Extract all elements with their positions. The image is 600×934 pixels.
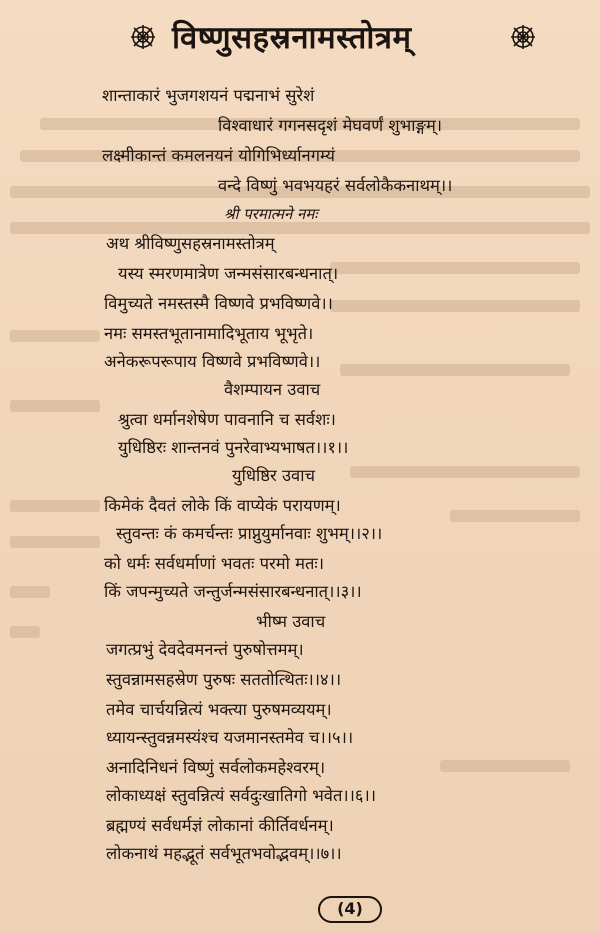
verse-line: विश्वाधारं गगनसदृशं मेघवर्णं शुभाङ्गम्।: [218, 116, 443, 135]
verse-line: लक्ष्मीकान्तं कमलनयनं योगिभिर्ध्यानगम्यं: [102, 146, 335, 165]
ornament-icon: [508, 24, 538, 50]
verse-line: अनेकरूपरूपाय विष्णवे प्रभविष्णवे।।: [104, 352, 321, 371]
page-number: (4): [318, 896, 382, 923]
verse-line: ध्यायन्स्तुवन्नमस्यंश्च यजमानस्तमेव च।।५।।: [106, 728, 354, 747]
verse-line: श्रुत्वा धर्मानशेषेण पावनानि च सर्वशः।: [118, 410, 336, 429]
speaker-heading: युधिष्ठिर उवाच: [232, 466, 315, 485]
speaker-heading: भीष्म उवाच: [256, 612, 326, 631]
verse-line: युधिष्ठिरः शान्तनवं पुनरेवाभ्यभाषत।।१।।: [118, 438, 349, 457]
verse-line: लोकनाथं महद्भूतं सर्वभूतभवोद्भवम्।।७।।: [106, 844, 342, 863]
verse-line: अनादिनिधनं विष्णुं सर्वलोकमहेश्वरम्।: [106, 758, 326, 777]
verse-line: शान्ताकारं भुजगशयनं पद्मनाभं सुरेशं: [102, 86, 315, 105]
verse-line: किं जपन्मुच्यते जन्तुर्जन्मसंसारबन्धनात्।।३।।: [104, 582, 362, 601]
verse-line: ब्रह्मण्यं सर्वधर्मज्ञं लोकानां कीर्तिवर्धनम्।: [106, 816, 334, 835]
verse-line: नमः समस्तभूतानामादिभूताय भूभृते।: [104, 324, 314, 343]
verse-line: स्तुवन्तः कं कमर्चन्तः प्राप्नुयुर्मानवाः शुभम्।।२।।: [116, 524, 383, 543]
verse-line: लोकाध्यक्षं स्तुवन्नित्यं सर्वदुःखातिगो भवेत।।६।।: [106, 786, 376, 805]
page-title: विष्णुसहस्रनामस्तोत्रम्: [172, 20, 412, 56]
verse-line: को धर्मः सर्वधर्माणां भवतः परमो मतः।: [104, 554, 324, 573]
verse-line: यस्य स्मरणमात्रेण जन्मसंसारबन्धनात्।: [118, 264, 339, 283]
ornament-icon: [128, 24, 158, 50]
page-header: [0, 6, 600, 66]
verse-line: स्तुवन्नामसहस्रेण पुरुषः सततोत्थितः।।४।।: [106, 670, 342, 689]
verse-line: अथ श्रीविष्णुसहस्रनामस्तोत्रम्: [106, 234, 275, 253]
verse-line: तमेव चार्चयन्नित्यं भक्त्या पुरुषमव्ययम्।: [106, 700, 332, 719]
speaker-heading: वैशम्पायन उवाच: [224, 380, 321, 399]
verse-line: विमुच्यते नमस्तस्मै विष्णवे प्रभविष्णवे।।: [104, 294, 333, 313]
verse-line: जगत्प्रभुं देवदेवमनन्तं पुरुषोत्तमम्।: [106, 640, 304, 659]
invocation-line: श्री परमात्मने नमः: [224, 205, 318, 223]
verse-line: वन्दे विष्णुं भवभयहरं सर्वलोकैकनाथम्।।: [218, 176, 453, 195]
verse-line: किमेकं दैवतं लोके किं वाप्येकं परायणम्।: [104, 496, 341, 515]
